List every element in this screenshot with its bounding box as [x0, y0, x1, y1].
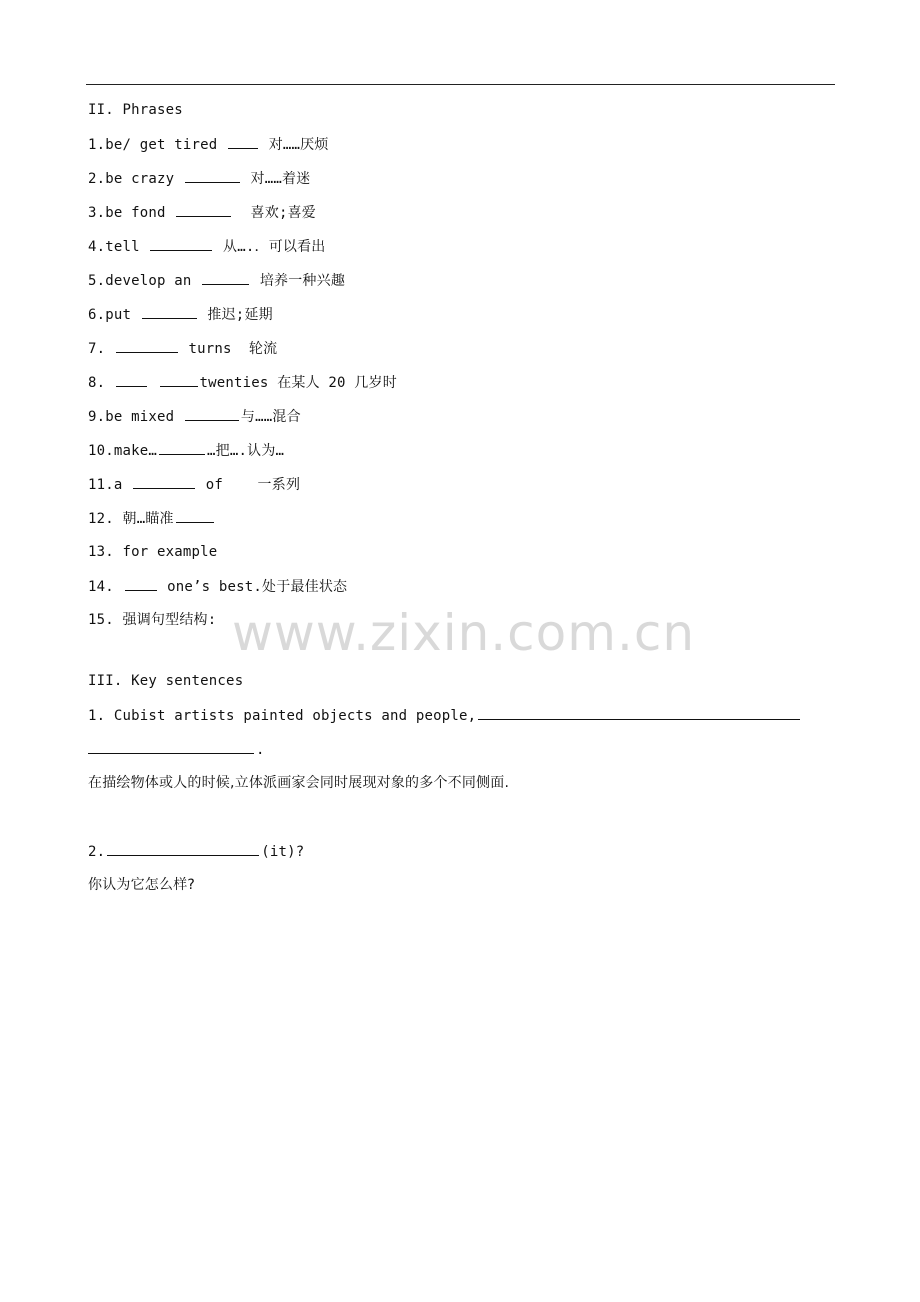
section-heading-phrases: II. Phrases — [88, 102, 183, 118]
answer-blank[interactable] — [107, 842, 259, 856]
answer-blank[interactable] — [478, 706, 800, 720]
sentence-2-english: 2. (it)? — [88, 844, 305, 860]
phrase-item-15: 15. 强调句型结构: — [88, 612, 217, 628]
answer-blank[interactable] — [185, 407, 239, 421]
phrase-item-12: 12. 朝…瞄准 — [88, 509, 216, 528]
phrase-item-14: 14. one’s best.处于最佳状态 — [88, 579, 348, 595]
watermark: www.zixin.com.cn — [232, 604, 696, 662]
phrase-item-11: 11.a of 一系列 — [88, 477, 301, 493]
header-rule — [86, 84, 835, 85]
answer-blank[interactable] — [176, 203, 231, 217]
answer-blank[interactable] — [88, 740, 254, 754]
phrase-item-13: 13. for example — [88, 544, 218, 560]
phrase-item-7: 7. turns 轮流 — [88, 341, 278, 357]
sentence-1-continuation: . — [88, 740, 265, 759]
answer-blank[interactable] — [176, 509, 214, 523]
phrase-item-9: 9.be mixed 与……混合 — [88, 409, 301, 425]
sentence-1-english: 1. Cubist artists painted objects and people, — [88, 706, 802, 725]
phrase-item-6: 6.put 推迟;延期 — [88, 307, 273, 323]
phrase-item-5: 5.develop an 培养一种兴趣 — [88, 273, 346, 289]
phrase-item-8: 8. twenties 在某人 20 几岁时 — [88, 375, 397, 391]
answer-blank[interactable] — [116, 339, 178, 353]
phrase-item-3: 3.be fond 喜欢;喜爱 — [88, 205, 316, 221]
section-heading-key-sentences: III. Key sentences — [88, 673, 244, 689]
phrase-item-10: 10.make… …把….认为… — [88, 443, 285, 459]
answer-blank[interactable] — [142, 305, 197, 319]
answer-blank[interactable] — [228, 135, 258, 149]
sentence-1-chinese: 在描绘物体或人的时候,立体派画家会同时展现对象的多个不同侧面. — [88, 775, 510, 791]
answer-blank[interactable] — [133, 475, 195, 489]
answer-blank[interactable] — [160, 373, 198, 387]
phrase-item-2: 2.be crazy 对……着迷 — [88, 171, 311, 187]
answer-blank[interactable] — [116, 373, 147, 387]
phrase-item-1: 1.be/ get tired 对……厌烦 — [88, 137, 329, 153]
answer-blank[interactable] — [150, 237, 212, 251]
answer-blank[interactable] — [185, 169, 240, 183]
answer-blank[interactable] — [202, 271, 249, 285]
answer-blank[interactable] — [159, 441, 205, 455]
sentence-2-chinese: 你认为它怎么样? — [88, 877, 196, 893]
phrase-item-4: 4.tell 从….．可以看出 — [88, 239, 326, 255]
answer-blank[interactable] — [125, 577, 157, 591]
